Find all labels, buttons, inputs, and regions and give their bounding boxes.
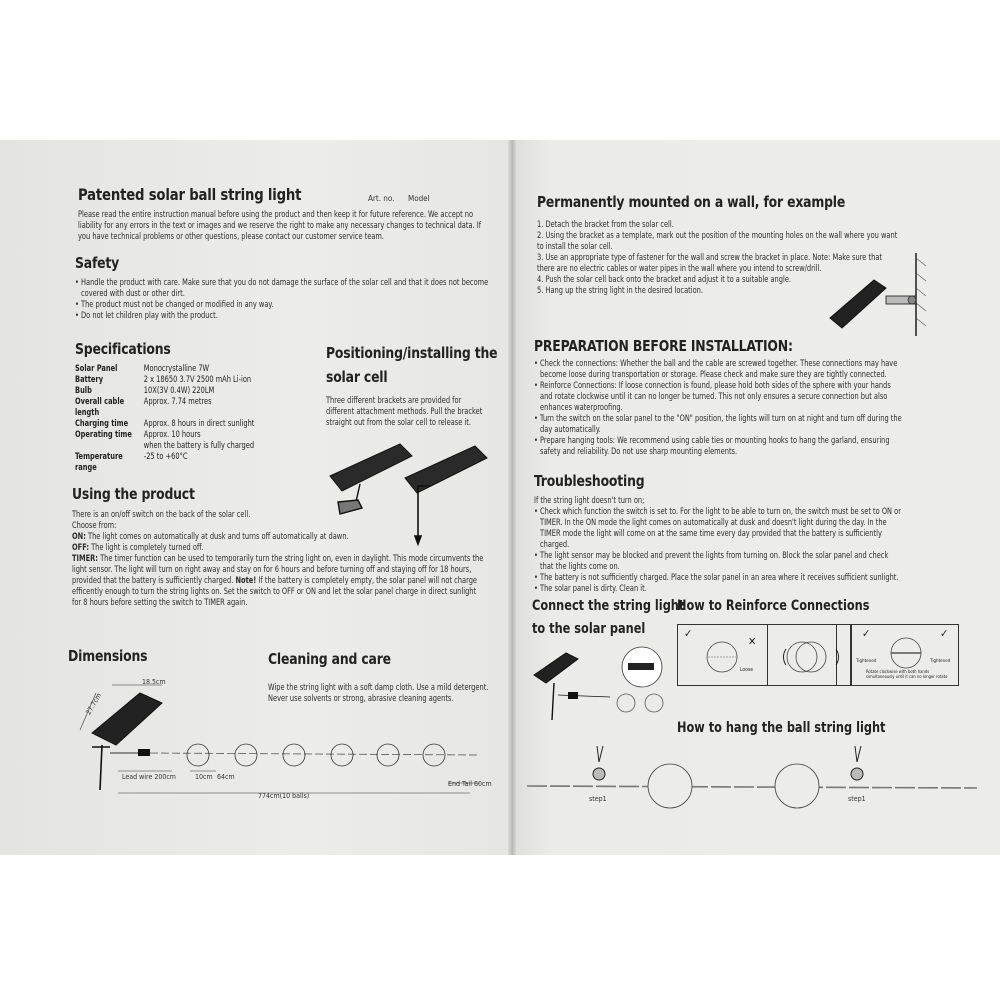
left-page (0, 140, 512, 855)
connect-heading-line2: to the solar panel (532, 621, 646, 637)
list-item: 2. Using the bracket as a template, mark out the position of the mounting holes on the wall where you want to install the solar cell. (537, 231, 898, 252)
troubleshooting-heading: Troubleshooting (534, 472, 645, 490)
dim-gap2-label: 64cm (217, 773, 235, 781)
right-page (512, 140, 1000, 855)
product-title: Patented solar ball string light (78, 185, 302, 204)
dim-total-label: 774cm(10 balls) (258, 792, 310, 800)
dimensions-heading: Dimensions (68, 647, 148, 665)
positioning-heading-line2: solar cell (326, 368, 388, 386)
hanging-illustration (527, 740, 982, 820)
specifications-heading: Specifications (75, 340, 171, 358)
reinforce-heading: How to Reinforce Connections (677, 598, 870, 614)
solar-panel-icon (92, 693, 162, 745)
check-icon: ✓ (940, 627, 949, 640)
bulb-row (648, 764, 819, 808)
list-item: • Do not let children play with the product. (75, 311, 492, 322)
step-label-left: step1 (589, 795, 607, 803)
rotate-instruction: Rotate clockwise with both hands simultaneously until it can no longer rotate (866, 669, 948, 679)
list-item: • Handle the product with care. Make sure that you do not damage the surface of the solar cell and that it does not become covered with dust or other dirt. (75, 278, 492, 300)
preparation-heading: PREPARATION BEFORE INSTALLATION: (534, 337, 793, 355)
safety-list (75, 278, 492, 322)
loose-label: Loose (740, 667, 754, 673)
reinforce-box-rotate (767, 624, 851, 686)
list-item: 1. Detach the bracket from the solar cell. (537, 220, 674, 230)
reinforce-box-tightened (851, 624, 959, 686)
mount-heading: Permanently mounted on a wall, for example (537, 193, 846, 211)
dim-lead-label: Lead wire 200cm (122, 773, 176, 781)
list-item: • Reinforce Connections: If loose connection is found, please hold both sides of the sphere with your hands and rotate clockwise until it can no longer be turned. This not only ensures a secure connection but also enhances waterproofing. (534, 381, 904, 414)
using-heading: Using the product (72, 485, 195, 503)
cleaning-text: Wipe the string light with a soft damp cloth. Use a mild detergent. Never use solvents or strong, abrasive cleaning agents. (268, 683, 489, 704)
hook-icon (593, 746, 605, 780)
troubleshooting-text: If the string light doesn't turn on; • Check which function the switch is set to. For the light to be able to turn on, the switch must be set to ON or TIMER. In the ON mode the light comes on automatically at dusk and doesn't light during the day. In the TIMER mode the light will come on at the same time every day provided that the battery is sufficiently charged. • The light sensor may be blocked and prevent the lights from turning on. Block the solar panel and check that the lights come on. • The battery is not sufficiently charged. Place the solar panel in an area where it receives sufficient sunlight. • The solar panel is dirty. Clean it. (534, 496, 904, 595)
tightened-left-label: Tightened (856, 659, 877, 664)
dim-height-label: 27.7cm (84, 691, 104, 717)
list-item: 3. Use an appropriate type of fastener for the wall and screw the bracket in place. Note: Make sure that there are no electric cables or water pipes in the wall where you intend to screw/drill. (537, 253, 883, 274)
step-label-right: step1 (848, 795, 866, 803)
solar-panel-icon (830, 280, 886, 328)
check-icon: ✓ (684, 627, 693, 640)
manual-spread (0, 140, 1000, 855)
solar-panel-icon (534, 653, 578, 683)
wall-mount-illustration (824, 248, 934, 338)
solar-panel-icon (330, 444, 412, 491)
preparation-list (534, 359, 904, 458)
book-gutter (508, 140, 516, 855)
list-item: 4. Push the solar cell back onto the bracket and adjust it to a suitable angle. (537, 275, 792, 285)
list-item: 5. Hang up the string light in the desired location. (537, 286, 704, 296)
model-label: Model (408, 194, 430, 203)
list-item: • The product must not be changed or modified in any way. (75, 300, 492, 311)
hang-heading: How to hang the ball string light (677, 720, 886, 736)
positioning-text: Three different brackets are provided for different attachment methods. Pull the bracket straight out from the solar cell to release it. (326, 396, 483, 428)
connect-illustration (530, 645, 680, 725)
hook-icon (851, 746, 863, 780)
list-item: • Turn the switch on the solar panel to the "ON" position, the lights will turn on at night and turn off during the day automatically. (534, 414, 904, 436)
check-icon: ✓ (862, 627, 871, 640)
intro-text: Please read the entire instruction manual before using the product and then keep it for future reference. We accept no liability for any errors in the text or images and we reserve the right to make any necessary changes to technical data. If you have technical problems or other questions, please contact our customer service team. (78, 210, 482, 242)
cross-icon: ✕ (748, 635, 757, 648)
dimensions-diagram (70, 675, 500, 805)
list-item: • The battery is not sufficiently charged. Place the solar panel in an area where it receives sufficient sunlight. (534, 573, 904, 584)
list-item: • The light sensor may be blocked and prevent the lights from turning on. Block the solar panel and check that the lights come on. (534, 551, 904, 573)
list-item: • Check which function the switch is set to. For the light to be able to turn on, the switch must be set to ON or TIMER. In the ON mode the light comes on automatically at dusk and doesn't light during the day. In the TIMER mode the light will come on at the same time every day provided that the battery is sufficiently charged. (534, 507, 904, 551)
list-item: • Prepare hanging tools: We recommend using cable ties or mounting hooks to hang the garland, ensuring safety and reliability. Do not use sharp mounting elements. (534, 436, 904, 458)
bulb-row (187, 744, 445, 766)
using-text: There is an on/off switch on the back of the solar cell. Choose from: ON: The light comes on automatically at dusk and turns off automatically at dawn. OFF: The light is completely turned off. TIMER: The timer function can be used to temporarily turn the string light on, even in daylight. This mode circumvents the light sensor. The light will turn on right away and stay on for 6 hours and before turning off and staying off for 18 hours, provided that the battery is sufficiently charged. Note! If the battery is completely empty, the solar panel will not charge efficently enough to turn the string lights on. Set the switch to OFF or ON and let the solar panel charge in direct sunlight for 8 hours before setting the switch to TIMER again. (72, 510, 484, 608)
art-no-label: Art. no. (368, 194, 395, 203)
bulb-row (617, 694, 663, 712)
safety-heading: Safety (75, 254, 120, 272)
list-item: • Check the connections: Whether the ball and the cable are screwed together. These connections may have become loose during transportation or storage. Please check and make sure they are tightly connected. (534, 359, 904, 381)
solar-panel-icon (405, 446, 487, 493)
dim-width-label: 18.5cm (142, 678, 166, 686)
cleaning-heading: Cleaning and care (268, 650, 391, 668)
connect-heading-line1: Connect the string light (532, 598, 685, 614)
tightened-right-label: Tightened (930, 659, 951, 664)
dim-end-label: End Tail 60cm (448, 780, 492, 788)
dim-gap1-label: 10cm (195, 773, 213, 781)
specifications-table: Solar Panel Monocrystalline 7W Battery 2 x 18650 3.7V 2500 mAh Li-ion Bulb 10X(3V 0.4W) 220LM Overall cable length Approx. 7.74 metres Charging time Approx. 8 hours in direct sunlight Operating time Approx. 10 hours when the battery is fully charged Temperature range -25 to +60°C (75, 364, 255, 473)
positioning-heading-line1: Positioning/installing the (326, 344, 498, 362)
list-item: • The solar panel is dirty. Clean it. (534, 584, 904, 595)
